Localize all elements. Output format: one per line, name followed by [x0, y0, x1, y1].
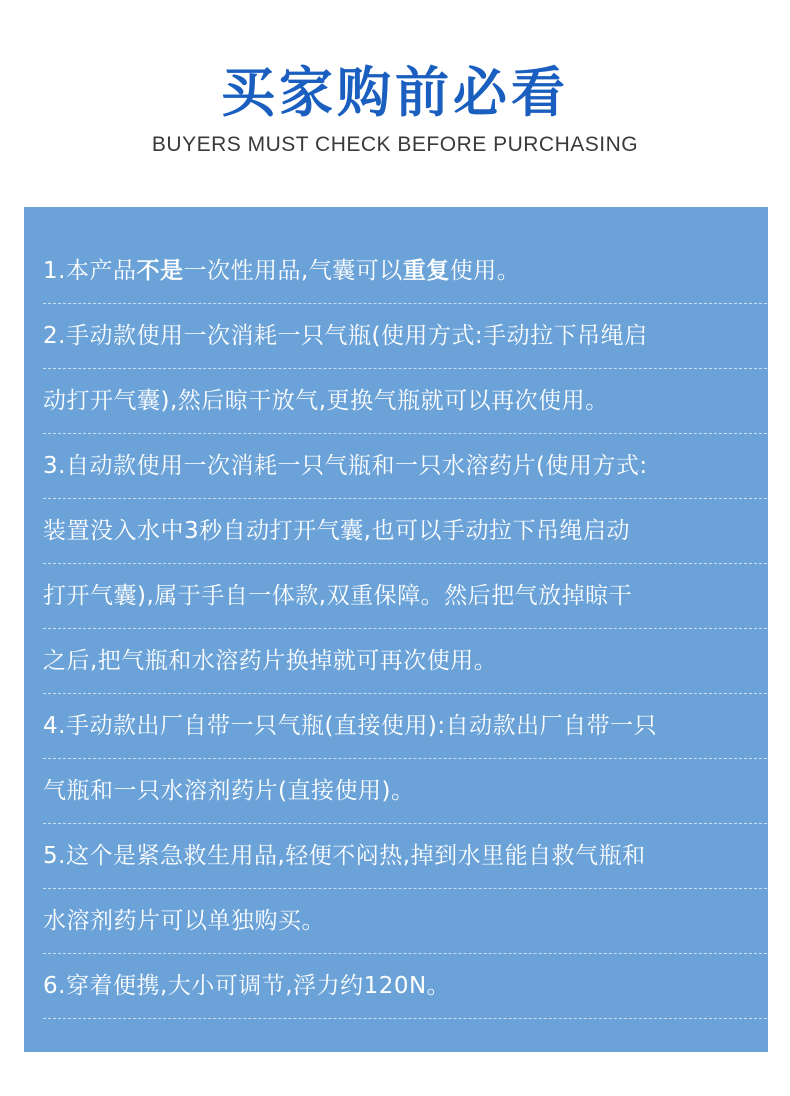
note-line: 水溶剂药片可以单独购买。 [43, 889, 767, 954]
note-text: 1.本产品 [43, 258, 137, 284]
page-title: 买家购前必看 [221, 61, 569, 124]
note-text: 一次性用品,气囊可以 [183, 258, 403, 284]
note-line: 动打开气囊),然后晾干放气,更换气瓶就可以再次使用。 [43, 369, 767, 434]
page-header [0, 0, 790, 200]
note-line: 2.手动款使用一次消耗一只气瓶(使用方式:手动拉下吊绳启 [43, 304, 767, 369]
note-line: 5.这个是紧急救生用品,轻便不闷热,掉到水里能自救气瓶和 [43, 824, 767, 889]
emphasis-text: 重复 [402, 258, 450, 284]
page-subtitle: BUYERS MUST CHECK BEFORE PURCHASING [151, 133, 639, 156]
note-line: 4.手动款出厂自带一只气瓶(直接使用):自动款出厂自带一只 [43, 694, 767, 759]
note-text: 使用。 [449, 258, 521, 284]
note-line: 气瓶和一只水溶剂药片(直接使用)。 [43, 759, 767, 824]
note-line: 打开气囊),属于手自一体款,双重保障。然后把气放掉晾干 [43, 564, 767, 629]
emphasis-text: 不是 [136, 258, 184, 284]
note-line: 装置没入水中3秒自动打开气囊,也可以手动拉下吊绳启动 [43, 499, 767, 564]
note-line: 之后,把气瓶和水溶药片换掉就可再次使用。 [43, 629, 767, 694]
note-line: 6.穿着便携,大小可调节,浮力约120N。 [43, 954, 767, 1019]
note-line: 3.自动款使用一次消耗一只气瓶和一只水溶药片(使用方式: [43, 434, 767, 499]
notes-panel [24, 207, 768, 1052]
note-line [43, 239, 767, 304]
